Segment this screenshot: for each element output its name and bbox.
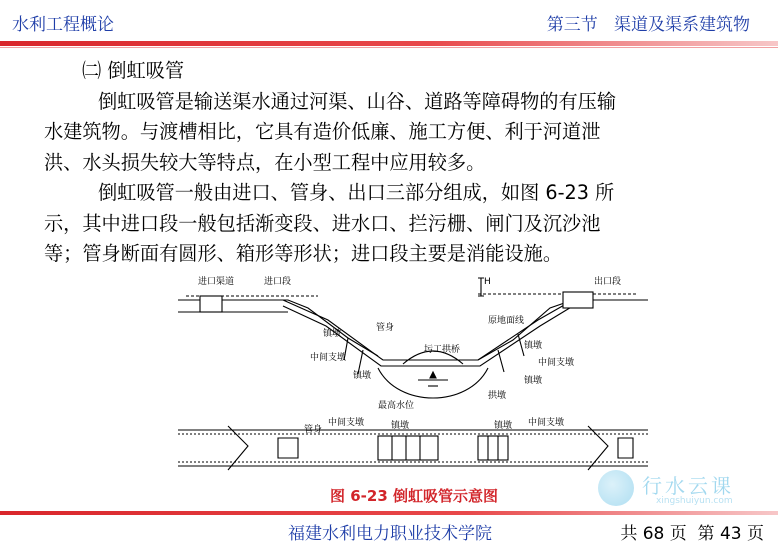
watermark-text: 行水云课: [642, 474, 734, 498]
watermark-logo-icon: [598, 470, 634, 506]
right-bank-line: [478, 300, 648, 360]
school-name: 福建水利电力职业技术学院: [288, 524, 492, 544]
page-counter: 共 68 页 第 43 页: [620, 524, 764, 544]
paragraph-2-line-2: 示，其中进口段一般包括渐变段、进水口、拦污栅、闸门及沉沙池: [44, 211, 601, 235]
paragraph-2-line-3: 等；管身断面有圆形、箱形等形状；进口段主要是消能设施。: [44, 242, 563, 265]
label-mid-support-2: 中间支墩: [538, 358, 575, 368]
paragraph-1-line-2: 水建筑物。与渡槽相比，它具有造价低廉、施工方便、利于河道泄: [44, 120, 601, 143]
footer-divider: [0, 511, 778, 515]
header-divider-thin: [0, 47, 778, 48]
label-plan-anchor-2: 镇墩: [494, 421, 513, 431]
label-mid-support-1: 中间支墩: [310, 353, 347, 363]
label-plan-anchor-1: 镇墩: [391, 421, 410, 431]
inverted-siphon-diagram: [178, 268, 648, 478]
watermark: [598, 470, 768, 510]
label-max-water-level: 最高水位: [378, 401, 415, 411]
label-plan-mid-support-2: 中间支墩: [528, 418, 565, 428]
watermark-subtext: xingshuiyun.com: [656, 496, 733, 506]
label-h: H: [484, 277, 491, 287]
label-anchor-block-3: 镇墩: [353, 371, 372, 381]
header-divider: [0, 41, 778, 46]
section-heading: ㈡ 倒虹吸管: [82, 59, 185, 82]
paragraph-2-line-1: 倒虹吸管一般由进口、管身、出口三部分组成，如图 6-23 所: [98, 181, 615, 204]
label-anchor-block-1: 镇墩: [323, 329, 342, 339]
course-title: 水利工程概论: [12, 15, 114, 35]
label-arch-pier: 拱墩: [488, 391, 507, 401]
label-pipe-body: 管身: [376, 323, 395, 333]
label-anchor-block-2: 镇墩: [524, 376, 543, 386]
label-outlet-section: 出口段: [594, 277, 622, 287]
section-title: 第三节 渠道及渠系建筑物: [546, 15, 750, 35]
label-ground-line: 原地面线: [488, 316, 525, 326]
figure-caption: 图 6-23 倒虹吸管示意图: [330, 487, 498, 505]
label-inlet-section: 进口段: [264, 277, 292, 287]
label-anchor-block-4: 镇墩: [524, 341, 543, 351]
paragraph-1-line-1: 倒虹吸管是输送渠水通过河渠、山谷、道路等障碍物的有压输: [98, 89, 617, 113]
label-plan-pipe-body: 管身: [304, 425, 323, 435]
label-arch-bridge: 圬工拱桥: [424, 345, 461, 355]
label-inlet-channel: 进口渠道: [198, 277, 235, 287]
paragraph-1-line-3: 洪、水头损失较大等特点，在小型工程中应用较多。: [44, 150, 486, 174]
slide-body: [44, 56, 754, 270]
label-plan-mid-support-1: 中间支墩: [328, 418, 365, 428]
